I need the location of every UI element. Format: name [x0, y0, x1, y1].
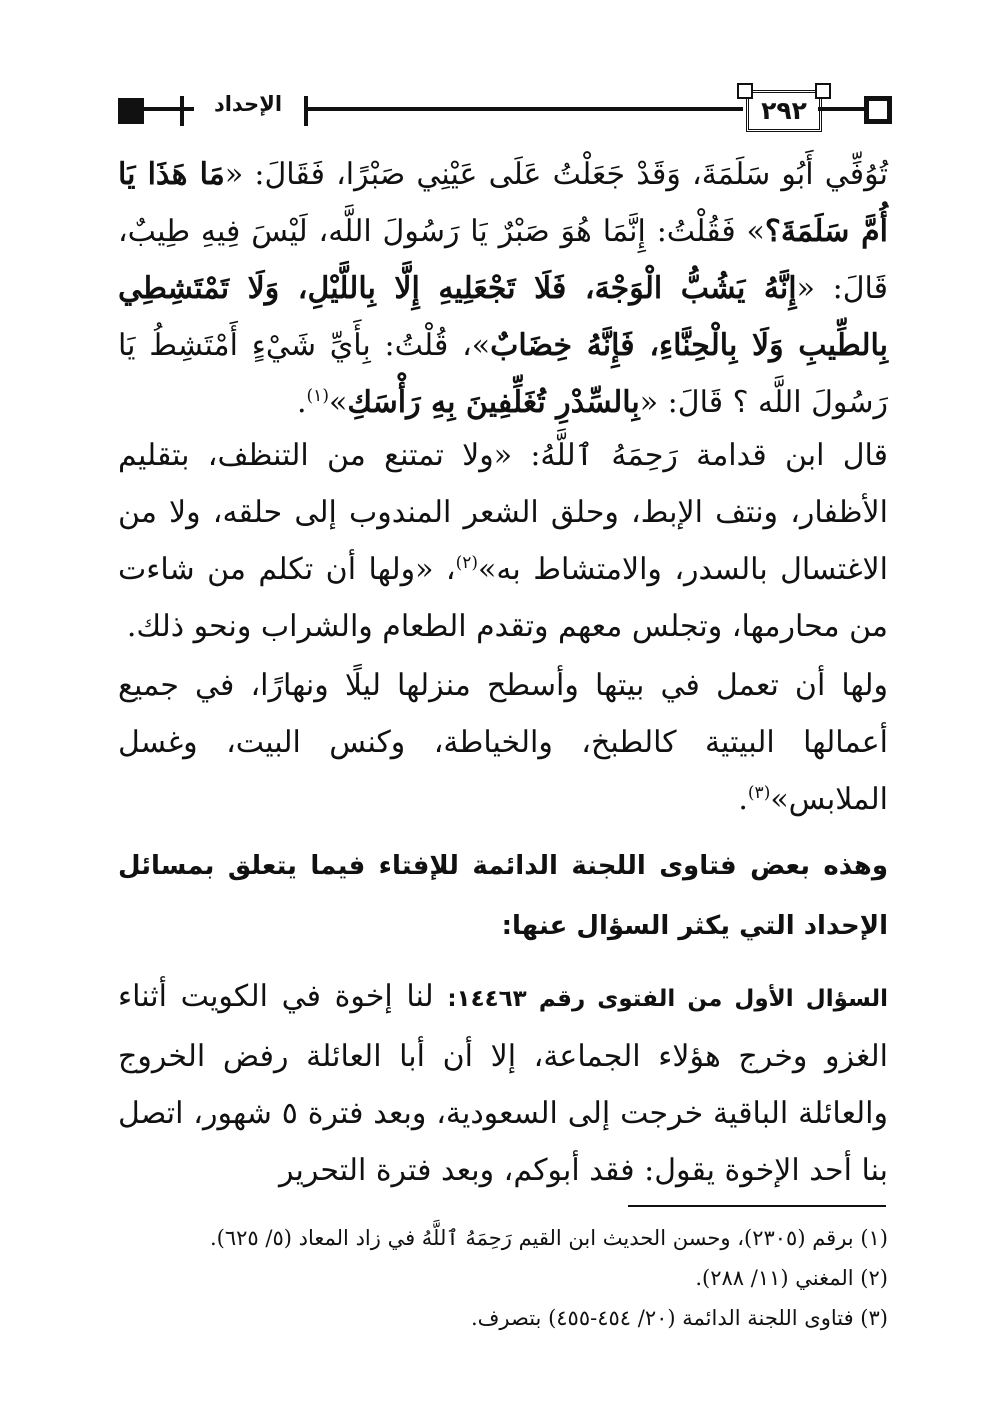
hadith-prophet-words: بِالسِّدْرِ تُغَلِّفِينَ بِهِ رَأْسَكِ	[347, 385, 640, 420]
hadith-prophet-words: إِنَّهُ يَشُبُّ الْوَجْهَ، فَلَا تَجْعَلِيهِ إِلَّا بِاللَّيْلِ، وَلَا تَمْتَشِطِي بِالطِّيبِ وَلَا بِالْحِنَّاءِ، فَإِنَّهُ خِضَابٌ	[118, 271, 888, 363]
paragraph-text: ولها أن تعمل في بيتها وأسطح منزلها ليلًا ونهارًا، في جميع أعمالها البيتية كالطبخ، والخياطة، وكنس البيت، وغسل الملابس»	[118, 668, 888, 817]
header-ornament-frame	[864, 96, 892, 124]
paragraph-text: ، «ولها أن تكلم من شاءت من محارمها، وتجلس معهم وتقدم الطعام والشراب ونحو ذلك.	[118, 552, 888, 644]
footnote-ref: (٣)	[747, 783, 771, 803]
chapter-title: الإحداد	[213, 92, 283, 116]
header-ornament-square	[118, 98, 144, 124]
paragraph-text: قال ابن قدامة رَحِمَهُ ٱللَّهُ: «ولا تمتنع من التنظف، بتقليم الأظفار، ونتف الإبط، وحلق الشعر المندوب إلى حلقه، ولا من الاغتسال بالسدر، والامتشاط به»	[118, 438, 888, 587]
hadith-end: .	[296, 385, 307, 420]
header-rule	[818, 107, 864, 111]
hadith-prophet-words: مَا هَذَا يَا أُمَّ سَلَمَةَ؟	[118, 157, 888, 249]
page-number: ٢٩٢	[746, 90, 822, 132]
hadith-text: تُوُفِّي أَبُو سَلَمَةَ، وَقَدْ جَعَلْتُ عَلَى عَيْنِي صَبْرًا، فَقَالَ: «	[224, 157, 888, 192]
ibn-qudama-paragraph	[118, 427, 888, 655]
header-tick	[180, 96, 184, 126]
page-header	[118, 88, 888, 136]
hadith-text: »	[328, 385, 348, 420]
footnote-ref: (٢)	[455, 553, 478, 573]
footnote-3: (٣) فتاوى اللجنة الدائمة (٢٠/ ٤٥٤-٤٥٥) بتصرف.	[470, 1306, 888, 1330]
section-heading: وهذه بعض فتاوى اللجنة الدائمة للإفتاء فيما يتعلق بمسائل الإحداد التي يكثر السؤال عنها:	[118, 851, 888, 941]
question-label: السؤال الأول من الفتوى رقم ١٤٤٦٣:	[447, 986, 888, 1012]
footnote-ref: (١)	[306, 386, 329, 406]
hadith-paragraph	[118, 146, 888, 431]
hadith-text: » فَقُلْتُ: إِنَّمَا هُوَ صَبْرٌ يَا رَسُولَ اللَّه، لَيْسَ فِيهِ طِيبٌ، قَالَ: «	[118, 214, 888, 306]
footnote-separator	[628, 1205, 886, 1207]
footnote-2: (٢) المغني (١١/ ٢٨٨).	[695, 1266, 888, 1290]
paragraph-end: .	[738, 782, 748, 817]
header-rule	[144, 107, 194, 111]
footnote-1: (١) برقم (٢٣٠٥)، وحسن الحديث ابن القيم رَحِمَهُ ٱللَّهُ في زاد المعاد (٥/ ٦٢٥).	[210, 1226, 888, 1250]
question-text: لنا إخوة في الكويت أثناء الغزو وخرج هؤلاء الجماعة، إلا أن أبا العائلة رفض الخروج والعائلة الباقية خرجت إلى السعودية، وبعد فترة ٥ شهور، اتصل بنا أحد الإخوة يقول: فقد أبوكم، وبعد فترة التحرير	[118, 979, 889, 1188]
house-work-paragraph	[118, 657, 888, 828]
header-rule	[308, 107, 743, 111]
question-paragraph	[118, 968, 888, 1199]
hadith-text: »، قُلْتُ: بِأَيِّ شَيْءٍ أَمْتَشِطُ يَا رَسُولَ اللَّه ؟ قَالَ: «	[118, 328, 888, 420]
header-tick	[304, 96, 308, 126]
